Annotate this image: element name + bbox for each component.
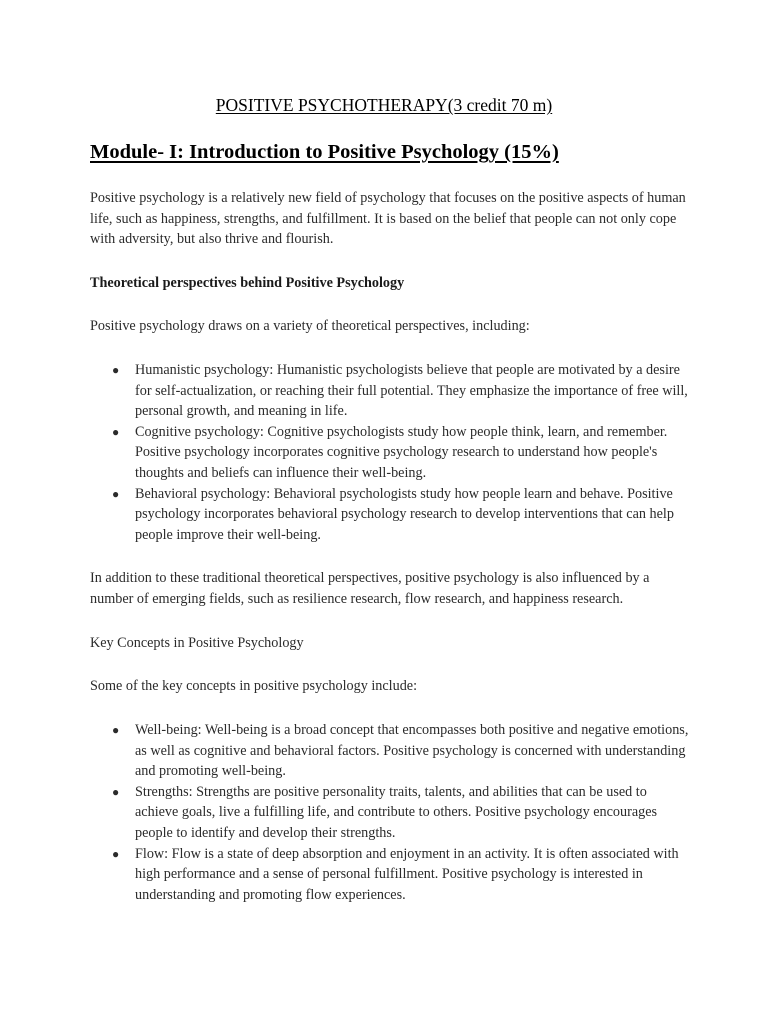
module-heading (90, 139, 559, 165)
module-heading-text: Module- I: Introduction to Positive Psychology (15%) (90, 141, 559, 163)
list-item (90, 360, 690, 422)
list-item-text: Behavioral psychology: Behavioral psychologists study how people learn and behave. Positive psychology incorporates behavioral psychology research to develop interventions that can help people improve their well-being. (135, 485, 674, 543)
concepts-heading: Key Concepts in Positive Psychology (90, 635, 304, 651)
list-item (90, 844, 690, 906)
concepts-intro: Some of the key concepts in positive psychology include: (90, 678, 418, 694)
theory-list (90, 360, 690, 545)
list-item-text: Cognitive psychology: Cognitive psychologists study how people think, learn, and remember. Positive psychology incorporates cognitive psychology research to understand how people's thoughts and beliefs can influence their well-being. (135, 423, 668, 481)
bullet-icon: ● (112, 424, 120, 439)
theory-intro: Positive psychology draws on a variety of theoretical perspectives, including: (90, 318, 530, 334)
concepts-list (90, 720, 690, 905)
bullet-icon: ● (112, 784, 120, 799)
theory-heading: Theoretical perspectives behind Positive Psychology (90, 275, 405, 291)
list-item (90, 782, 690, 844)
list-item-text: Humanistic psychology: Humanistic psychologists believe that people are motivated by a desire for self-actualization, or reaching their full potential. They emphasize the importance of free will, personal growth, and meaning in life. (135, 362, 688, 420)
list-item-text: Well-being: Well-being is a broad concept that encompasses both positive and negative emotions, as well as cognitive and behavioral factors. Positive psychology is concerned with understanding and promoting well-being. (135, 722, 689, 780)
bullet-icon: ● (112, 486, 120, 501)
emerging-paragraph: In addition to these traditional theoretical perspectives, positive psychology is also influenced by a number of emerging fields, such as resilience research, flow research, and happiness research. (90, 570, 650, 607)
list-item (90, 720, 690, 782)
list-item (90, 422, 690, 484)
bullet-icon: ● (112, 723, 120, 737)
bullet-icon: ● (112, 363, 120, 377)
document-title (0, 93, 768, 117)
intro-paragraph: Positive psychology is a relatively new field of psychology that focuses on the positive aspects of human life, such as happiness, strengths, and fulfillment. It is based on the belief that people can not only cope with adversity, but also thrive and flourish. (90, 190, 686, 248)
list-item (90, 484, 690, 546)
document-title-text: POSITIVE PSYCHOTHERAPY(3 credit 70 m) (215, 95, 553, 115)
list-item-text: Flow: Flow is a state of deep absorption and enjoyment in an activity. It is often associated with high performance and a sense of personal fulfillment. Positive psychology is interested in understanding and promoting flow experiences. (135, 845, 679, 903)
bullet-icon: ● (112, 846, 120, 861)
list-item-text: Strengths: Strengths are positive personality traits, talents, and abilities that can be used to achieve goals, live a fulfilling life, and contribute to others. Positive psychology encourages people to identify and develop their strengths. (135, 783, 658, 841)
